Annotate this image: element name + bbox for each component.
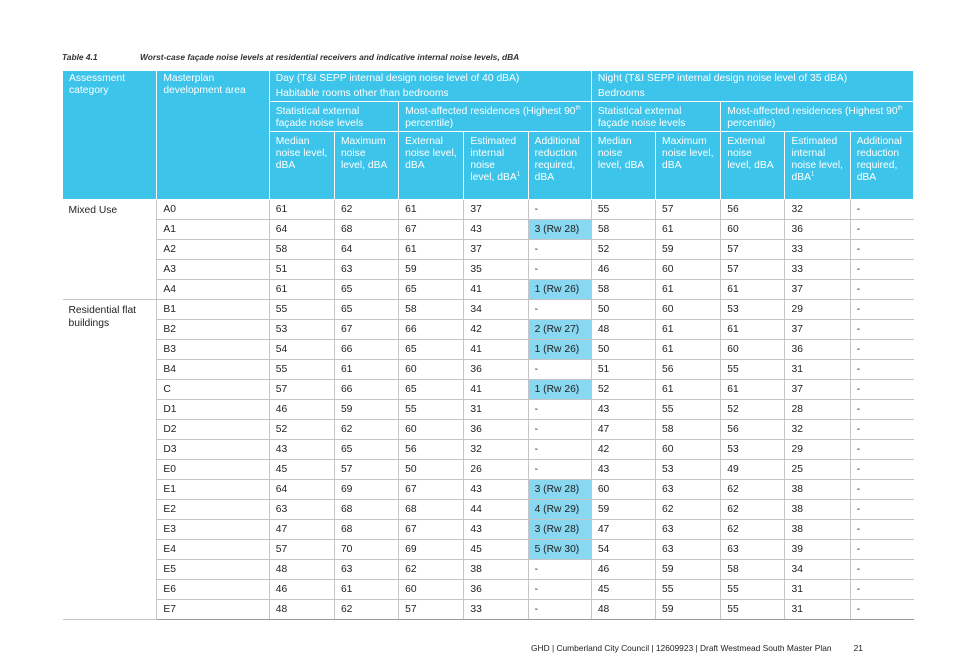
value-cell: 56 xyxy=(399,440,464,460)
value-cell: 37 xyxy=(785,320,850,340)
value-cell: 55 xyxy=(399,400,464,420)
value-cell: 51 xyxy=(269,260,334,280)
table-body xyxy=(63,200,914,620)
area-cell: B1 xyxy=(157,300,269,320)
value-cell: 4 (Rw 29) xyxy=(528,500,591,520)
value-cell: 60 xyxy=(721,340,785,360)
header-day-statistical: Statistical external façade noise levels xyxy=(269,102,398,132)
value-cell: - xyxy=(850,220,913,240)
footer-text: GHD | Cumberland City Council | 12609923 | Draft Westmead South Master Plan xyxy=(531,643,832,653)
area-cell: E1 xyxy=(157,480,269,500)
value-cell: 59 xyxy=(334,400,398,420)
value-cell: 37 xyxy=(464,200,528,220)
value-cell: 53 xyxy=(656,460,721,480)
value-cell: - xyxy=(528,420,591,440)
value-cell: 70 xyxy=(334,540,398,560)
header-night-most-affected: Most-affected residences (Highest 90th percentile) xyxy=(721,102,914,132)
value-cell: 38 xyxy=(785,480,850,500)
area-cell: E4 xyxy=(157,540,269,560)
value-cell: 56 xyxy=(721,420,785,440)
table-row xyxy=(63,460,914,480)
value-cell: - xyxy=(850,500,913,520)
value-cell: 68 xyxy=(334,500,398,520)
value-cell: 46 xyxy=(591,560,655,580)
table-row xyxy=(63,380,914,400)
header-night-estimated: Estimated internal noise level, dBA$^1$ xyxy=(785,132,850,200)
noise-levels-table xyxy=(62,70,914,620)
area-cell: A1 xyxy=(157,220,269,240)
table-row xyxy=(63,220,914,240)
value-cell: 63 xyxy=(334,560,398,580)
value-cell: 68 xyxy=(399,500,464,520)
value-cell: 61 xyxy=(334,360,398,380)
value-cell: 39 xyxy=(785,540,850,560)
value-cell: 53 xyxy=(269,320,334,340)
value-cell: 61 xyxy=(269,280,334,300)
value-cell: 69 xyxy=(399,540,464,560)
value-cell: 58 xyxy=(591,220,655,240)
value-cell: 61 xyxy=(656,280,721,300)
value-cell: 65 xyxy=(399,380,464,400)
value-cell: 36 xyxy=(785,340,850,360)
value-cell: 33 xyxy=(785,260,850,280)
table-row xyxy=(63,360,914,380)
table-row xyxy=(63,200,914,220)
table-row xyxy=(63,420,914,440)
value-cell: 65 xyxy=(334,300,398,320)
header-day xyxy=(269,71,591,102)
value-cell: 25 xyxy=(785,460,850,480)
value-cell: 37 xyxy=(464,240,528,260)
value-cell: 1 (Rw 26) xyxy=(528,280,591,300)
value-cell: - xyxy=(528,460,591,480)
value-cell: 46 xyxy=(269,400,334,420)
value-cell: 60 xyxy=(721,220,785,240)
value-cell: 65 xyxy=(399,340,464,360)
value-cell: 61 xyxy=(656,220,721,240)
value-cell: 45 xyxy=(464,540,528,560)
value-cell: 55 xyxy=(656,580,721,600)
value-cell: 1 (Rw 26) xyxy=(528,340,591,360)
value-cell: - xyxy=(850,240,913,260)
value-cell: - xyxy=(850,600,913,620)
value-cell: - xyxy=(850,560,913,580)
table-row xyxy=(63,520,914,540)
value-cell: 63 xyxy=(656,540,721,560)
value-cell: 26 xyxy=(464,460,528,480)
header-day-median: Median noise level, dBA xyxy=(269,132,334,200)
value-cell: 32 xyxy=(785,200,850,220)
table-row xyxy=(63,440,914,460)
value-cell: 52 xyxy=(591,240,655,260)
value-cell: 59 xyxy=(656,560,721,580)
value-cell: - xyxy=(528,400,591,420)
area-cell: B2 xyxy=(157,320,269,340)
table-row xyxy=(63,320,914,340)
value-cell: 54 xyxy=(591,540,655,560)
header-day-most-affected: Most-affected residences (Highest 90th percentile) xyxy=(399,102,592,132)
value-cell: 43 xyxy=(464,220,528,240)
value-cell: 41 xyxy=(464,280,528,300)
value-cell: 34 xyxy=(785,560,850,580)
value-cell: 65 xyxy=(334,440,398,460)
value-cell: 64 xyxy=(269,220,334,240)
value-cell: 33 xyxy=(785,240,850,260)
area-cell: B4 xyxy=(157,360,269,380)
value-cell: 50 xyxy=(399,460,464,480)
value-cell: 59 xyxy=(591,500,655,520)
value-cell: 61 xyxy=(656,340,721,360)
value-cell: 63 xyxy=(656,480,721,500)
value-cell: 28 xyxy=(785,400,850,420)
value-cell: 62 xyxy=(721,500,785,520)
header-day-estimated: Estimated internal noise level, dBA$^1$ xyxy=(464,132,528,200)
value-cell: 61 xyxy=(721,320,785,340)
value-cell: 55 xyxy=(269,360,334,380)
value-cell: - xyxy=(850,460,913,480)
value-cell: 67 xyxy=(399,220,464,240)
value-cell: 61 xyxy=(721,280,785,300)
table-row xyxy=(63,480,914,500)
value-cell: 60 xyxy=(591,480,655,500)
value-cell: - xyxy=(850,320,913,340)
value-cell: - xyxy=(850,420,913,440)
value-cell: 67 xyxy=(399,520,464,540)
header-day-external: External noise level, dBA xyxy=(399,132,464,200)
value-cell: 61 xyxy=(656,380,721,400)
value-cell: 53 xyxy=(721,300,785,320)
value-cell: 48 xyxy=(269,560,334,580)
table-row xyxy=(63,500,914,520)
value-cell: 60 xyxy=(399,360,464,380)
value-cell: - xyxy=(528,300,591,320)
header-day-additional: Additional reduction required, dBA xyxy=(528,132,591,200)
value-cell: 69 xyxy=(334,480,398,500)
value-cell: 5 (Rw 30) xyxy=(528,540,591,560)
value-cell: 61 xyxy=(721,380,785,400)
value-cell: 68 xyxy=(334,520,398,540)
value-cell: 56 xyxy=(721,200,785,220)
area-cell: E2 xyxy=(157,500,269,520)
table-row xyxy=(63,340,914,360)
value-cell: 53 xyxy=(721,440,785,460)
value-cell: 41 xyxy=(464,380,528,400)
area-cell: D1 xyxy=(157,400,269,420)
value-cell: 55 xyxy=(269,300,334,320)
value-cell: 68 xyxy=(334,220,398,240)
value-cell: 49 xyxy=(721,460,785,480)
value-cell: 60 xyxy=(656,300,721,320)
value-cell: 52 xyxy=(721,400,785,420)
value-cell: - xyxy=(528,600,591,620)
value-cell: 29 xyxy=(785,300,850,320)
value-cell: 37 xyxy=(785,280,850,300)
value-cell: - xyxy=(850,280,913,300)
value-cell: - xyxy=(850,400,913,420)
value-cell: 58 xyxy=(269,240,334,260)
value-cell: 57 xyxy=(399,600,464,620)
value-cell: - xyxy=(850,580,913,600)
value-cell: 66 xyxy=(334,340,398,360)
value-cell: 55 xyxy=(721,600,785,620)
value-cell: 57 xyxy=(721,260,785,280)
value-cell: 61 xyxy=(656,320,721,340)
value-cell: 62 xyxy=(334,600,398,620)
header-night-median: Median noise level, dBA xyxy=(591,132,655,200)
value-cell: 55 xyxy=(721,360,785,380)
table-row xyxy=(63,240,914,260)
value-cell: 38 xyxy=(464,560,528,580)
value-cell: 66 xyxy=(399,320,464,340)
area-cell: C xyxy=(157,380,269,400)
table-row xyxy=(63,260,914,280)
area-cell: A3 xyxy=(157,260,269,280)
value-cell: 57 xyxy=(656,200,721,220)
value-cell: 45 xyxy=(591,580,655,600)
value-cell: 31 xyxy=(785,600,850,620)
area-cell: A4 xyxy=(157,280,269,300)
value-cell: 2 (Rw 27) xyxy=(528,320,591,340)
value-cell: 59 xyxy=(656,240,721,260)
value-cell: 54 xyxy=(269,340,334,360)
value-cell: 64 xyxy=(334,240,398,260)
header-night-external: External noise level, dBA xyxy=(721,132,785,200)
value-cell: 41 xyxy=(464,340,528,360)
area-cell: B3 xyxy=(157,340,269,360)
value-cell: - xyxy=(850,300,913,320)
header-day-title: Day (T&I SEPP internal design noise level of 40 dBA) xyxy=(275,73,520,84)
value-cell: 44 xyxy=(464,500,528,520)
value-cell: 60 xyxy=(656,440,721,460)
value-cell: 63 xyxy=(334,260,398,280)
area-cell: E5 xyxy=(157,560,269,580)
header-night-additional: Additional reduction required, dBA xyxy=(850,132,913,200)
table-number: Table 4.1 xyxy=(62,52,98,62)
area-cell: E0 xyxy=(157,460,269,480)
value-cell: - xyxy=(528,360,591,380)
value-cell: 43 xyxy=(591,460,655,480)
value-cell: 60 xyxy=(399,420,464,440)
value-cell: 58 xyxy=(399,300,464,320)
table-row xyxy=(63,560,914,580)
value-cell: 37 xyxy=(785,380,850,400)
table-row xyxy=(63,580,914,600)
value-cell: 3 (Rw 28) xyxy=(528,480,591,500)
value-cell: 1 (Rw 26) xyxy=(528,380,591,400)
area-cell: E3 xyxy=(157,520,269,540)
value-cell: - xyxy=(528,200,591,220)
category-cell: Mixed Use xyxy=(63,200,157,300)
value-cell: 34 xyxy=(464,300,528,320)
value-cell: 36 xyxy=(464,360,528,380)
value-cell: 58 xyxy=(721,560,785,580)
value-cell: - xyxy=(850,200,913,220)
table-row xyxy=(63,300,914,320)
table-row xyxy=(63,280,914,300)
value-cell: 61 xyxy=(269,200,334,220)
value-cell: 35 xyxy=(464,260,528,280)
value-cell: 43 xyxy=(269,440,334,460)
header-night-maximum: Maximum noise level, dBA xyxy=(656,132,721,200)
value-cell: 65 xyxy=(399,280,464,300)
value-cell: 61 xyxy=(399,200,464,220)
value-cell: 57 xyxy=(269,540,334,560)
value-cell: - xyxy=(528,580,591,600)
value-cell: 32 xyxy=(785,420,850,440)
page-number: 21 xyxy=(853,643,863,653)
header-day-subtitle: Habitable rooms other than bedrooms xyxy=(275,88,449,99)
area-cell: E6 xyxy=(157,580,269,600)
value-cell: 63 xyxy=(269,500,334,520)
value-cell: 43 xyxy=(464,480,528,500)
value-cell: 65 xyxy=(334,280,398,300)
value-cell: - xyxy=(850,440,913,460)
category-cell: Residential flat buildings xyxy=(63,300,157,620)
value-cell: - xyxy=(528,440,591,460)
value-cell: 36 xyxy=(464,580,528,600)
value-cell: 31 xyxy=(785,360,850,380)
value-cell: 59 xyxy=(399,260,464,280)
value-cell: 45 xyxy=(269,460,334,480)
value-cell: - xyxy=(850,360,913,380)
value-cell: 38 xyxy=(785,520,850,540)
value-cell: 66 xyxy=(334,380,398,400)
header-night-title: Night (T&I SEPP internal design noise level of 35 dBA) xyxy=(597,73,848,84)
value-cell: 55 xyxy=(656,400,721,420)
value-cell: 32 xyxy=(464,440,528,460)
value-cell: - xyxy=(850,520,913,540)
value-cell: 57 xyxy=(334,460,398,480)
value-cell: - xyxy=(850,540,913,560)
value-cell: - xyxy=(528,240,591,260)
value-cell: - xyxy=(528,260,591,280)
value-cell: 43 xyxy=(591,400,655,420)
table-row xyxy=(63,600,914,620)
value-cell: 61 xyxy=(334,580,398,600)
value-cell: 46 xyxy=(591,260,655,280)
value-cell: 36 xyxy=(464,420,528,440)
value-cell: 62 xyxy=(399,560,464,580)
area-cell: A0 xyxy=(157,200,269,220)
table-row xyxy=(63,540,914,560)
value-cell: 31 xyxy=(464,400,528,420)
value-cell: 57 xyxy=(721,240,785,260)
header-assessment-category: Assessment category xyxy=(63,71,157,200)
value-cell: 33 xyxy=(464,600,528,620)
value-cell: 67 xyxy=(334,320,398,340)
value-cell: 42 xyxy=(464,320,528,340)
value-cell: 47 xyxy=(591,520,655,540)
value-cell: 43 xyxy=(464,520,528,540)
value-cell: 48 xyxy=(591,600,655,620)
value-cell: - xyxy=(850,260,913,280)
value-cell: 36 xyxy=(785,220,850,240)
value-cell: 62 xyxy=(656,500,721,520)
table-caption xyxy=(62,52,519,62)
area-cell: D3 xyxy=(157,440,269,460)
value-cell: - xyxy=(850,380,913,400)
value-cell: 47 xyxy=(591,420,655,440)
value-cell: 52 xyxy=(591,380,655,400)
value-cell: 59 xyxy=(656,600,721,620)
area-cell: E7 xyxy=(157,600,269,620)
value-cell: 60 xyxy=(399,580,464,600)
area-cell: D2 xyxy=(157,420,269,440)
value-cell: 50 xyxy=(591,340,655,360)
table-title: Worst-case façade noise levels at residential receivers and indicative internal noise levels, dBA xyxy=(140,52,520,62)
header-masterplan-area: Masterplan development area xyxy=(157,71,269,200)
value-cell: 31 xyxy=(785,580,850,600)
value-cell: 3 (Rw 28) xyxy=(528,220,591,240)
value-cell: 56 xyxy=(656,360,721,380)
value-cell: 64 xyxy=(269,480,334,500)
value-cell: - xyxy=(528,560,591,580)
value-cell: 48 xyxy=(591,320,655,340)
value-cell: 62 xyxy=(334,200,398,220)
value-cell: 46 xyxy=(269,580,334,600)
value-cell: 62 xyxy=(721,480,785,500)
value-cell: 3 (Rw 28) xyxy=(528,520,591,540)
value-cell: 63 xyxy=(721,540,785,560)
value-cell: 58 xyxy=(656,420,721,440)
value-cell: - xyxy=(850,340,913,360)
header-night-subtitle: Bedrooms xyxy=(597,88,645,99)
value-cell: 61 xyxy=(399,240,464,260)
value-cell: 63 xyxy=(656,520,721,540)
value-cell: 38 xyxy=(785,500,850,520)
value-cell: 48 xyxy=(269,600,334,620)
value-cell: 55 xyxy=(721,580,785,600)
value-cell: 29 xyxy=(785,440,850,460)
value-cell: 57 xyxy=(269,380,334,400)
header-night-statistical: Statistical external façade noise levels xyxy=(591,102,720,132)
header-night xyxy=(591,71,913,102)
value-cell: - xyxy=(850,480,913,500)
value-cell: 47 xyxy=(269,520,334,540)
value-cell: 52 xyxy=(269,420,334,440)
value-cell: 50 xyxy=(591,300,655,320)
table-row xyxy=(63,400,914,420)
value-cell: 51 xyxy=(591,360,655,380)
value-cell: 62 xyxy=(721,520,785,540)
value-cell: 55 xyxy=(591,200,655,220)
value-cell: 62 xyxy=(334,420,398,440)
area-cell: A2 xyxy=(157,240,269,260)
value-cell: 67 xyxy=(399,480,464,500)
value-cell: 58 xyxy=(591,280,655,300)
header-day-maximum: Maximum noise level, dBA xyxy=(334,132,398,200)
page-footer xyxy=(531,643,863,653)
value-cell: 42 xyxy=(591,440,655,460)
value-cell: 60 xyxy=(656,260,721,280)
